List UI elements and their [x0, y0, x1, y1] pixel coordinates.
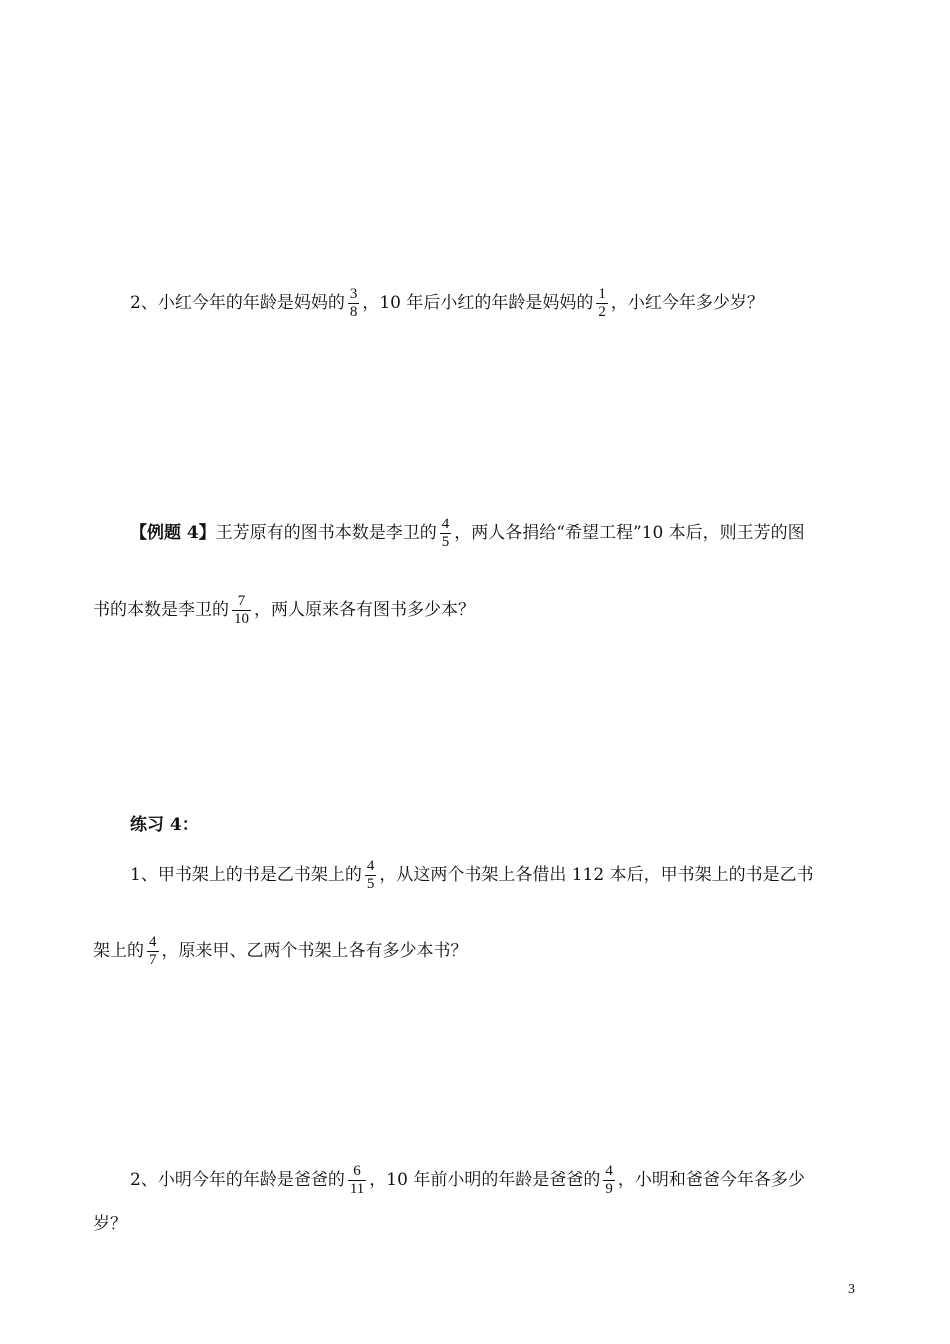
question-2-prefix: 2、小红今年的年龄是妈妈的 [130, 293, 345, 313]
practice-4-problem-1-line-1: 1、甲书架上的书是乙书架上的 $\frac{4}{5}$ ，从这两个书架上各借出 112 本后，甲书架上的书是乙书 [130, 858, 814, 892]
fraction: $\frac{1}{2}$ [598, 286, 606, 320]
example-4-line-1: 【例题 4】王芳原有的图书本数是李卫的 $\frac{4}{5}$ ，两人各捐给“希望工程”10 本后，则王芳的图 [130, 516, 805, 550]
question-2-suffix: ，小红今年多少岁？ [610, 293, 764, 313]
example-4-line-2: 书的本数是李卫的 $\frac{7}{10}$ ，两人原来各有图书多少本？ [93, 593, 475, 627]
fraction: $\frac{4}{5}$ [366, 858, 375, 892]
page-number: 3 [848, 1282, 855, 1297]
practice-4-problem-2-line-2: 岁？ [93, 1214, 127, 1234]
question-2 [0, 286, 950, 321]
fraction: $\frac{6}{11}$ [349, 1163, 365, 1197]
fraction: $\frac{4}{7}$ [149, 934, 157, 968]
fraction: $\frac{4}{9}$ [605, 1163, 613, 1197]
practice-4-problem-1-line-2: 架上的 $\frac{4}{7}$ ，原来甲、乙两个书架上各有多少本书？ [93, 934, 468, 968]
fraction: $\frac{4}{5}$ [441, 516, 450, 550]
fraction: $\frac{3}{8}$ [349, 286, 358, 320]
fraction: $\frac{7}{10}$ [234, 593, 249, 627]
practice-4-problem-2-line-1: 2、小明今年的年龄是爸爸的 $\frac{6}{11}$ ，10 年前小明的年龄是爸爸的 $\frac{4}{9}$ ，小明和爸爸今年各多少 [130, 1163, 805, 1197]
question-2-middle: ，10 年后小红的年龄是妈妈的 [362, 293, 594, 313]
example-4-label: 【例题 4】 [130, 523, 216, 543]
practice-4-title: 练习 4： [130, 815, 199, 835]
